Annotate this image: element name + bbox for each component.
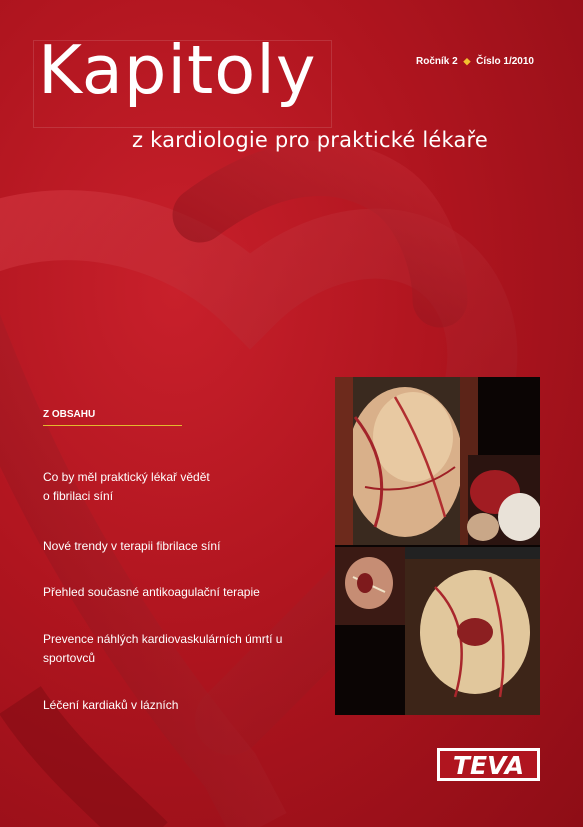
teva-logo-text: TEVA [452,751,525,780]
magazine-subtitle: z kardiologie pro praktické lékaře [132,128,489,152]
contents-item-4: Prevence náhlých kardiovaskulárních úmrtí u sportovců [43,632,283,665]
contents-item-1: Co by měl praktický lékař vědět o fibrilaci síní [43,470,210,503]
teva-logo [437,748,540,781]
issue-number: Číslo 1/2010 [476,56,534,67]
volume-label: Ročník 2 [416,56,458,67]
issue-info [416,56,534,67]
photo-valve [335,547,405,625]
surgery-photo-collage [335,377,540,715]
photo-open-heart-2 [405,547,540,715]
contents-divider [43,425,182,426]
photo-surgery-hands [467,455,540,545]
contents-heading: Z OBSAHU [43,409,96,420]
photo-open-heart-1 [335,377,478,545]
contents-item-2: Nové trendy v terapii fibrilace síní [43,539,221,553]
magazine-title: Kapitoly [38,31,317,109]
separator-icon: ◆ [463,56,471,66]
contents-item-3: Přehled současné antikoagulační terapie [43,585,260,599]
contents-item-5: Léčení kardiaků v lázních [43,698,179,712]
